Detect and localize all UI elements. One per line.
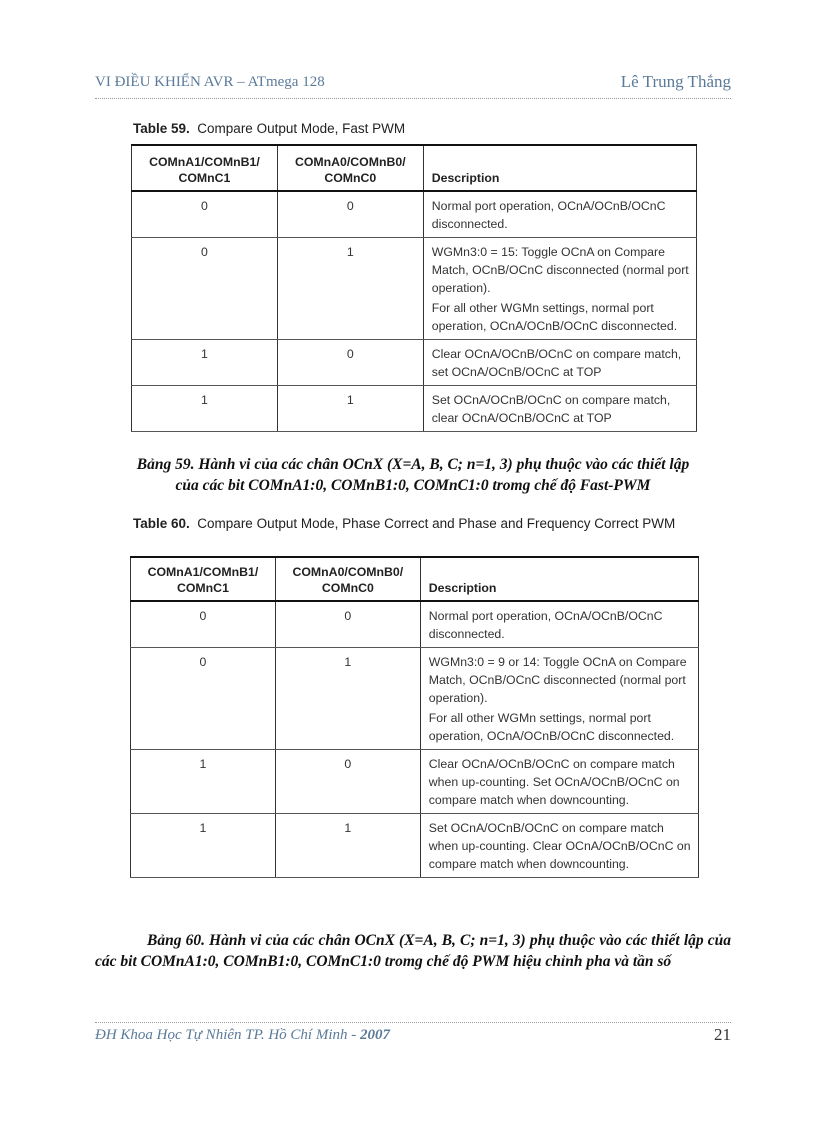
table-row bbox=[131, 601, 699, 648]
description-cell bbox=[423, 386, 696, 432]
header-title: VI ĐIỀU KHIỂN AVR – ATmega 128 bbox=[95, 74, 325, 90]
table59-vn-caption bbox=[95, 454, 731, 496]
footer-year: 2007 bbox=[360, 1027, 390, 1043]
description-paragraph: For all other WGMn settings, normal port operation, OCnA/OCnB/OCnC disconnected. bbox=[428, 711, 675, 743]
table60-col2-header bbox=[275, 557, 420, 601]
description-paragraph: Normal port operation, OCnA/OCnB/OCnC disconnected. bbox=[428, 609, 663, 641]
table60-label: Table 60. bbox=[133, 516, 190, 531]
table60-caption bbox=[133, 515, 703, 533]
table-row bbox=[131, 750, 699, 814]
footer-institution-text: ĐH Khoa Học Tự Nhiên TP. Hồ Chí Minh - bbox=[95, 1027, 360, 1043]
description-paragraph: WGMn3:0 = 15: Toggle OCnA on Compare Match, OCnB/OCnC disconnected (normal port operation). bbox=[431, 245, 689, 295]
table59-header-text: COMnA1/COMnB1/ COMnC1 bbox=[149, 155, 260, 185]
table59-header-text: Description bbox=[431, 171, 500, 185]
description-cell bbox=[423, 191, 696, 238]
table59-title: Compare Output Mode, Fast PWM bbox=[197, 121, 406, 136]
table59-body bbox=[132, 191, 697, 432]
description-paragraph: For all other WGMn settings, normal port operation, OCnA/OCnB/OCnC disconnected. bbox=[431, 301, 678, 333]
description-paragraph: Normal port operation, OCnA/OCnB/OCnC disconnected. bbox=[431, 199, 666, 231]
table60-header-text: COMnA0/COMnB0/ COMnC0 bbox=[292, 565, 404, 595]
table-row bbox=[131, 814, 699, 878]
table-row bbox=[132, 386, 697, 432]
description-cell bbox=[420, 750, 698, 814]
com-bit0-cell: 1 bbox=[275, 648, 420, 750]
description-paragraph: Clear OCnA/OCnB/OCnC on compare match, set OCnA/OCnB/OCnC at TOP bbox=[431, 347, 682, 379]
table59-caption bbox=[133, 121, 405, 136]
table60-body bbox=[131, 601, 699, 878]
table60-vn-caption: Bảng 60. Hành vi của các chân OCnX (X=A, B, C; n=1, 3) phụ thuộc vào các thiết lập của các bit COMnA1:0, COMnB1:0, COMnC1:0 tromg chế độ PWM hiệu chỉnh pha và tần số bbox=[95, 932, 731, 970]
com-bit1-cell: 1 bbox=[132, 386, 278, 432]
table59-col1-header bbox=[132, 145, 278, 191]
description-paragraph: WGMn3:0 = 9 or 14: Toggle OCnA on Compare Match, OCnB/OCnC disconnected (normal port operation). bbox=[428, 655, 687, 705]
table59 bbox=[131, 144, 697, 432]
com-bit1-cell: 0 bbox=[131, 601, 276, 648]
table-row bbox=[132, 238, 697, 340]
com-bit0-cell: 1 bbox=[275, 814, 420, 878]
description-paragraph: Set OCnA/OCnB/OCnC on compare match when up-counting. Clear OCnA/OCnB/OCnC on compare match when downcounting. bbox=[428, 821, 691, 871]
table60-header-text: COMnA1/COMnB1/ COMnC1 bbox=[147, 565, 259, 595]
com-bit0-cell: 0 bbox=[277, 340, 423, 386]
description-cell bbox=[420, 814, 698, 878]
com-bit0-cell: 1 bbox=[277, 386, 423, 432]
description-cell bbox=[420, 648, 698, 750]
table-row bbox=[132, 191, 697, 238]
com-bit0-cell: 0 bbox=[275, 750, 420, 814]
page-footer bbox=[95, 1022, 731, 1044]
description-cell bbox=[423, 238, 696, 340]
header-author: Lê Trung Thắng bbox=[620, 72, 731, 91]
com-bit0-cell: 1 bbox=[277, 238, 423, 340]
table-row bbox=[132, 340, 697, 386]
table60-header-text: Description bbox=[428, 581, 497, 595]
table60-title: Compare Output Mode, Phase Correct and Phase and Frequency Correct PWM bbox=[197, 516, 676, 531]
description-paragraph: Clear OCnA/OCnB/OCnC on compare match when up-counting. Set OCnA/OCnB/OCnC on compare match when downcounting. bbox=[428, 757, 680, 807]
table59-col3-header bbox=[423, 145, 696, 191]
description-cell bbox=[420, 601, 698, 648]
com-bit0-cell: 0 bbox=[275, 601, 420, 648]
description-paragraph: Set OCnA/OCnB/OCnC on compare match, clear OCnA/OCnB/OCnC at TOP bbox=[431, 393, 671, 425]
com-bit1-cell: 0 bbox=[132, 191, 278, 238]
description-cell bbox=[423, 340, 696, 386]
com-bit1-cell: 1 bbox=[131, 750, 276, 814]
table60 bbox=[130, 556, 699, 878]
table60-col1-header bbox=[131, 557, 276, 601]
table59-vn-caption-line1: Bảng 59. Hành vi của các chân OCnX (X=A, B, C; n=1, 3) phụ thuộc vào các thiết lập bbox=[136, 456, 690, 473]
page-number: 21 bbox=[714, 1025, 731, 1044]
com-bit0-cell: 0 bbox=[277, 191, 423, 238]
com-bit1-cell: 0 bbox=[132, 238, 278, 340]
com-bit1-cell: 1 bbox=[131, 814, 276, 878]
table59-vn-caption-line2: của các bit COMnA1:0, COMnB1:0, COMnC1:0 tromg chế độ Fast-PWM bbox=[175, 477, 651, 494]
table59-col2-header bbox=[277, 145, 423, 191]
table59-header-text: COMnA0/COMnB0/ COMnC0 bbox=[294, 155, 406, 185]
com-bit1-cell: 0 bbox=[131, 648, 276, 750]
com-bit1-cell: 1 bbox=[132, 340, 278, 386]
footer-institution bbox=[95, 1027, 390, 1044]
table60-col3-header bbox=[420, 557, 698, 601]
table-row bbox=[131, 648, 699, 750]
table59-label: Table 59. bbox=[133, 121, 190, 136]
page-header bbox=[95, 74, 731, 99]
